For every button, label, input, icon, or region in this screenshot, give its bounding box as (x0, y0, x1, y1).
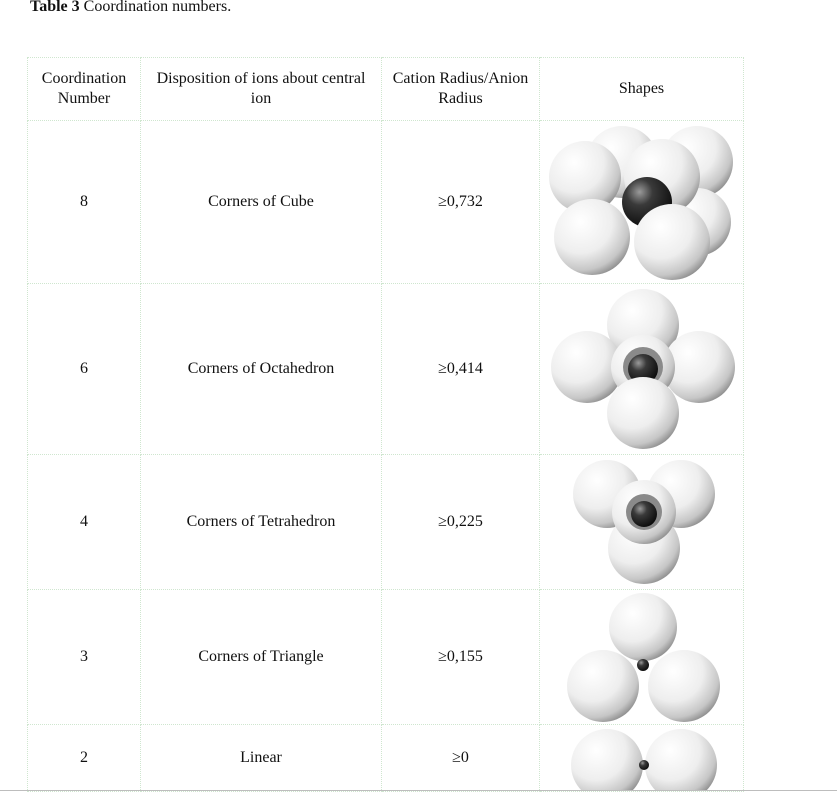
table-caption-text: Coordination numbers. (83, 0, 232, 15)
cell-ratio: ≥0 (382, 725, 540, 792)
cell-ratio: ≥0,414 (382, 284, 540, 455)
cell-shape (540, 725, 744, 792)
table-row (28, 455, 744, 590)
cube-coordination-icon (547, 122, 737, 282)
cell-ratio: ≥0,155 (382, 590, 540, 725)
cell-shape (540, 590, 744, 725)
cell-ratio: ≥0,732 (382, 121, 540, 284)
cell-disposition: Corners of Octahedron (141, 284, 382, 455)
linear-coordination-icon (547, 725, 737, 791)
cell-shape (540, 455, 744, 590)
table-row (28, 121, 744, 284)
cell-number: 6 (28, 284, 141, 455)
coordination-table (27, 57, 744, 792)
header-radius-ratio: Cation Radius/Anion Radius (382, 58, 540, 121)
cell-number: 2 (28, 725, 141, 792)
octahedron-coordination-icon (547, 285, 737, 453)
table-header-row (28, 58, 744, 121)
cell-shape (540, 121, 744, 284)
table-caption (30, 0, 231, 17)
table-row (28, 590, 744, 725)
table-row (28, 725, 744, 792)
cell-disposition: Corners of Cube (141, 121, 382, 284)
cell-number: 3 (28, 590, 141, 725)
cell-number: 4 (28, 455, 141, 590)
tetrahedron-coordination-icon (547, 456, 737, 588)
cell-shape (540, 284, 744, 455)
cell-number: 8 (28, 121, 141, 284)
triangle-coordination-icon (547, 591, 737, 723)
cell-ratio: ≥0,225 (382, 455, 540, 590)
table-caption-label: Table 3 (30, 0, 80, 15)
table-row (28, 284, 744, 455)
header-shapes: Shapes (540, 58, 744, 121)
cell-disposition: Corners of Tetrahedron (141, 455, 382, 590)
header-disposition: Disposition of ions about central ion (141, 58, 382, 121)
page-bottom-divider (0, 790, 837, 791)
cell-disposition: Corners of Triangle (141, 590, 382, 725)
header-coordination-number: Coordination Number (28, 58, 141, 121)
cell-disposition: Linear (141, 725, 382, 792)
